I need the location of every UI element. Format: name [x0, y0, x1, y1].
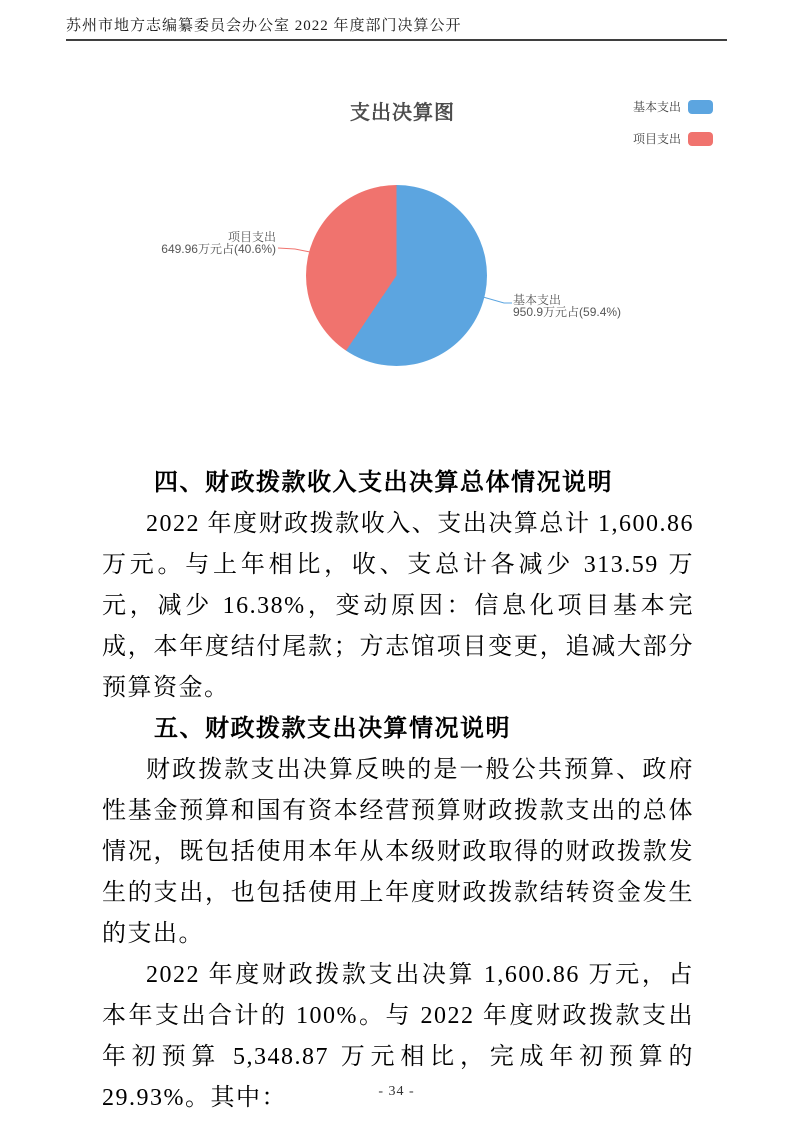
section-5-paragraph-2: 2022 年度财政拨款支出决算 1,600.86 万元，占本年支出合计的 100%。与 2022 年度财政拨款支出年初预算 5,348.87 万元相比，完成年初预算的 29.93%。其中：	[102, 962, 694, 1111]
leader-line-basic	[483, 297, 512, 303]
section-5-heading: 五、财政拨款支出决算情况说明	[154, 716, 511, 742]
callout-leader-lines	[0, 0, 793, 440]
section-4-paragraph-1: 2022 年度财政拨款收入、支出决算总计 1,600.86 万元。与上年相比，收、支总计各减少 313.59 万元，减少 16.38%，变动原因：信息化项目基本完成，本年度结付尾款；方志馆项目变更，追减大部分预算资金。	[102, 511, 694, 701]
pie-callout-project	[161, 231, 276, 255]
document-header-title: 苏州市地方志编纂委员会办公室 2022 年度部门决算公开	[66, 18, 462, 34]
legend-label-project: 项目支出	[632, 132, 681, 146]
expenditure-pie-chart	[0, 0, 793, 440]
callout-project-value: 649.96万元占(40.6%)	[161, 242, 276, 256]
legend-label-basic: 基本支出	[632, 100, 681, 114]
callout-project-name: 项目支出	[227, 230, 276, 244]
callout-basic-name: 基本支出	[513, 293, 562, 307]
chart-title: 支出决算图	[350, 102, 455, 124]
section-4-heading: 四、财政拨款收入支出决算总体情况说明	[154, 470, 613, 496]
leader-line-project	[278, 248, 310, 252]
pie-callout-basic	[513, 294, 621, 318]
page-number: - 34 -	[378, 1084, 415, 1099]
section-5-paragraph-1: 财政拨款支出决算反映的是一般公共预算、政府性基金预算和国有资本经营预算财政拨款支出的总体情况，既包括使用本年从本级财政取得的财政拨款发生的支出，也包括使用上年度财政拨款结转资金发生的支出。	[102, 757, 694, 947]
document-body	[102, 463, 694, 1119]
callout-basic-value: 950.9万元占(59.4%)	[513, 305, 622, 319]
